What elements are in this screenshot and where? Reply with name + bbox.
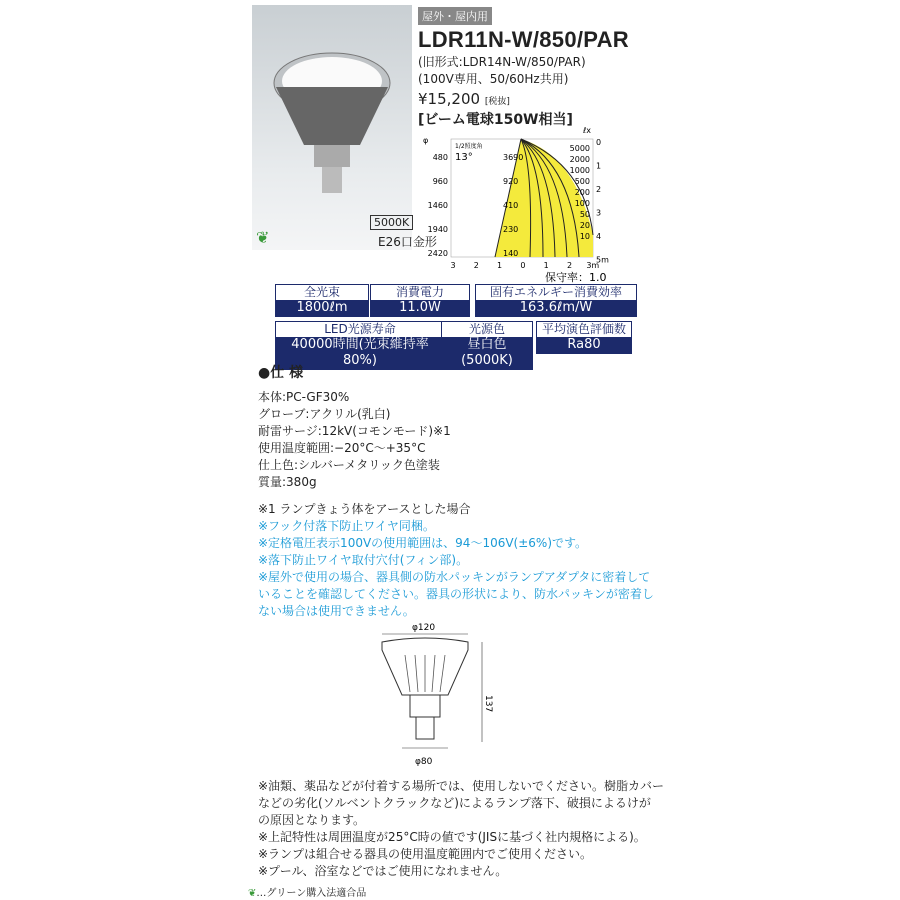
curve-lux-label: 20: [579, 221, 590, 230]
center-lux-label: 410: [503, 201, 519, 210]
spec-box: [370, 284, 470, 317]
spec-box: [536, 321, 632, 354]
spec-value: 11.0W: [371, 300, 469, 316]
base-type: E26口金形: [378, 235, 437, 249]
curve-lux-label: 200: [574, 188, 590, 197]
dim-bottom: φ80: [415, 757, 433, 767]
text-line: 耐雷サージ:12kV(コモンモード)※1: [258, 424, 451, 438]
price-note: [税抜]: [484, 97, 510, 107]
text-line: ※落下防止ワイヤ取付穴付(フィン部)。: [258, 553, 469, 567]
dimension-drawing: [370, 620, 510, 770]
text-line: などの劣化(ソルベントクラックなど)によるランプ落下、破損によるけが: [258, 796, 651, 810]
diameter-label: 480: [432, 153, 448, 162]
leaf-icon: ❦: [256, 228, 270, 247]
text-line: ※定格電圧表示100Vの使用範囲は、94〜106V(±6%)です。: [258, 536, 588, 550]
spec-label: 消費電力: [371, 285, 469, 300]
curve-lux-label: 500: [574, 177, 590, 186]
distance-tick: 2: [596, 185, 602, 194]
spec-value: 163.6ℓm/W: [476, 300, 636, 316]
distance-tick: 3: [596, 208, 602, 218]
curve-lux-label: 5000: [569, 144, 590, 153]
diameter-label: 1460: [427, 201, 448, 210]
x-tick: 3: [450, 261, 456, 270]
spec-box: [441, 321, 533, 370]
dim-top: φ120: [412, 623, 436, 633]
notes: [258, 501, 654, 620]
text-line: ※上記特性は周囲温度が25°C時の値です(JISに基づく社内規格による)。: [258, 830, 646, 844]
spec-box: [275, 321, 445, 370]
text-line: いることを確認してください。器具の形状により、防水パッキンが密着し: [258, 587, 654, 601]
half-angle-label: 1/2照度角: [455, 143, 483, 150]
spec-box: [275, 284, 369, 317]
text-line: ※ランプは組合せる器具の使用温度範囲内でご使用ください。: [258, 847, 593, 861]
text-line: ※油類、薬品などが付着する場所では、使用しないでください。樹脂カバー: [258, 779, 665, 793]
spec-label: 光源色: [442, 322, 532, 337]
text-line: 仕上色:シルバーメタリック色塗装: [258, 458, 440, 472]
center-lux-label: 920: [503, 177, 519, 186]
text-line: 質量:380g: [258, 475, 317, 489]
spec-label: 固有エネルギー消費効率: [476, 285, 636, 300]
x-tick: 1: [497, 261, 503, 270]
text-line: ※1 ランプきょう体をアースとした場合: [258, 502, 471, 516]
distance-tick: 5m: [596, 255, 609, 265]
product-photo: [252, 5, 412, 250]
price: [418, 90, 510, 108]
maintenance-factor: 保守率：1.0: [545, 271, 607, 284]
footer: [248, 884, 366, 899]
diameter-label: 960: [432, 177, 448, 186]
green-purchase-label: …グリーン購入法適合品: [256, 888, 367, 899]
diameter-label: 1940: [427, 225, 448, 234]
text-line: ※フック付落下防止ワイヤ同梱。: [258, 519, 435, 533]
spec-value: 40000時間(光束維持率80%): [276, 337, 444, 369]
x-tick: 0: [520, 261, 526, 270]
half-angle: 13°: [455, 152, 473, 163]
old-model: (旧形式:LDR14N-W/850/PAR): [418, 55, 586, 69]
spec-value: Ra80: [537, 337, 631, 353]
text-line: ※プール、浴室などではご使用になれません。: [258, 864, 508, 878]
spec-label: 平均演色評価数: [537, 322, 631, 337]
light-distribution-chart: [415, 125, 615, 290]
spec-value: 昼白色(5000K): [442, 337, 532, 369]
spec-label: 全光束: [276, 285, 368, 300]
dim-height: 137: [483, 695, 493, 713]
curve-lux-label: 2000: [569, 155, 590, 164]
color-temp-badge: 5000K: [370, 215, 413, 230]
model-name: LDR11N-W/850/PAR: [418, 27, 629, 52]
spec-list: [258, 389, 451, 491]
text-line: 本体:PC-GF30%: [258, 390, 350, 404]
curve-lux-label: 100: [574, 199, 590, 208]
distance-tick: 1: [596, 161, 602, 171]
text-line: ※屋外で使用の場合、器具側の防水パッキンがランプアダプタに密着して: [258, 570, 651, 584]
x-tick: 2: [473, 261, 479, 270]
spec-box: [475, 284, 637, 317]
x-tick: 1: [543, 261, 549, 270]
price-value: ¥15,200: [418, 90, 481, 108]
center-lux-label: 230: [503, 225, 519, 234]
diameter-label: 2420: [427, 249, 448, 258]
voltage: (100V専用、50/60Hz共用): [418, 72, 569, 86]
distance-tick: 0: [596, 138, 602, 147]
curve-lux-label: 10: [579, 232, 590, 241]
spec-title: ●仕 様: [258, 365, 304, 381]
text-line: 使用温度範囲:−20°C〜+35°C: [258, 441, 426, 455]
phi-label: φ: [423, 136, 429, 145]
usage-tag: 屋外・屋内用: [418, 7, 492, 25]
beam-equivalent: [ビーム電球150W相当]: [418, 112, 573, 128]
x-tick: 3m: [586, 261, 600, 270]
curve-lux-label: 1000: [569, 166, 590, 175]
lux-unit: ℓx: [583, 126, 592, 135]
leaf-icon: ❦: [248, 888, 257, 899]
spec-label: LED光源寿命: [276, 322, 444, 337]
lamp-image: [252, 5, 412, 250]
text-line: グローブ:アクリル(乳白): [258, 407, 391, 421]
distance-tick: 4: [596, 232, 602, 241]
curve-lux-label: 50: [579, 210, 590, 219]
x-tick: 2: [566, 261, 573, 270]
center-lux-label: 3690: [503, 153, 524, 162]
text-line: の原因となります。: [258, 813, 366, 827]
center-lux-label: 140: [503, 249, 519, 258]
spec-value: 1800ℓm: [276, 300, 368, 316]
notes-bottom: [258, 778, 664, 880]
text-line: ない場合は使用できません。: [258, 604, 415, 618]
